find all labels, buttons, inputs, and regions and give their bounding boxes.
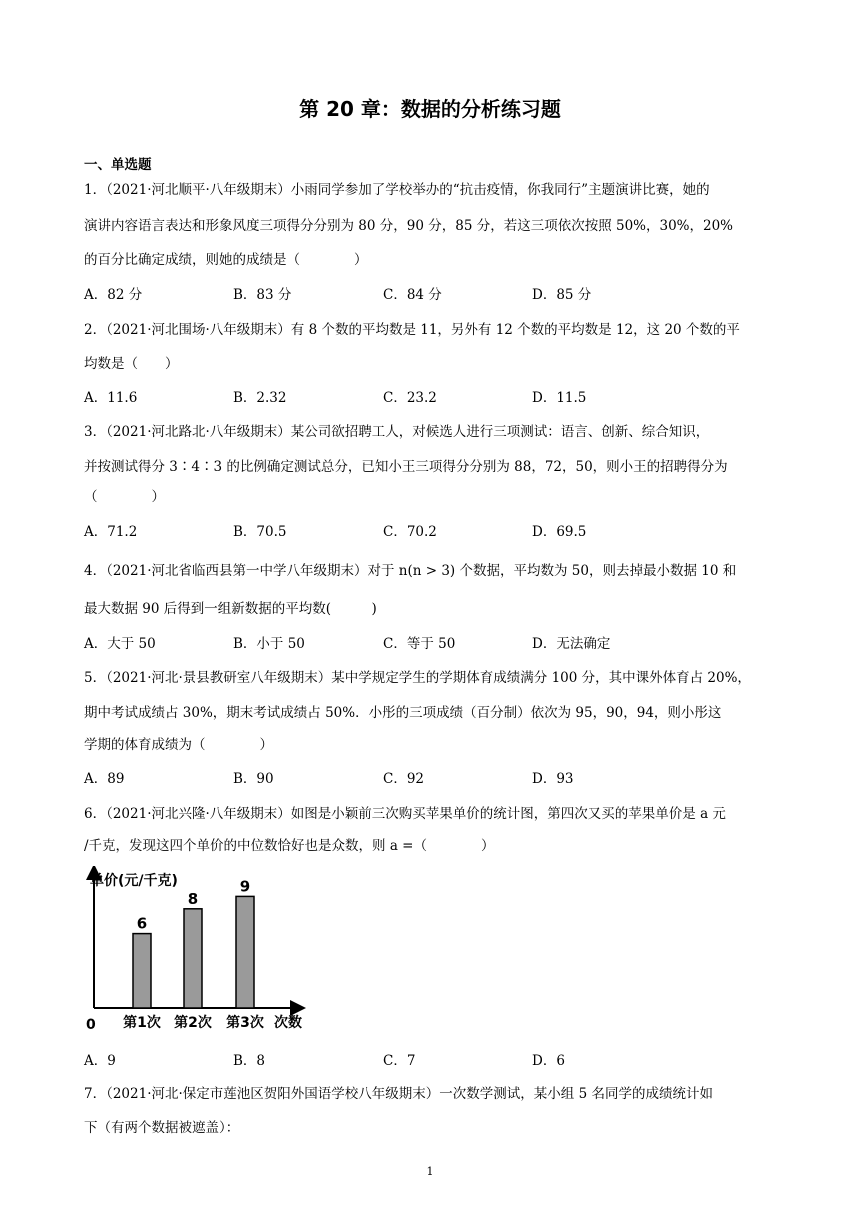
- q1-line-2: 演讲内容语言表达和形象风度三项得分分别为 80 分，90 分，85 分，若这三项依次按照 50%，30%，20%: [84, 218, 734, 234]
- q4-option-c: C．等于 50: [383, 636, 456, 652]
- price-bar-chart: [80, 866, 340, 1038]
- q1-line-1: 1．（2021·河北顺平·八年级期末）小雨同学参加了学校举办的“抗击疫情，你我同行”主题演讲比赛，她的: [84, 182, 710, 198]
- q6-line-2: /千克，发现这四个单价的中位数恰好也是众数，则 a =（ ）: [84, 838, 495, 854]
- q5-option-d: D．93: [532, 771, 574, 787]
- q1-option-c: C．84 分: [383, 287, 442, 303]
- q1-option-b: B．83 分: [233, 287, 292, 303]
- q1-option-d: D．85 分: [532, 287, 592, 303]
- page-title: 第 20 章：数据的分析练习题: [299, 97, 561, 121]
- q3-option-c: C．70.2: [383, 524, 437, 540]
- bar-value-label-2: 8: [187, 889, 199, 908]
- q3-line-2: 并按测试得分 3∶4∶3 的比例确定测试总分，已知小王三项得分分别为 88，72，50，则小王的招聘得分为: [84, 459, 728, 475]
- q4-line-1: 4．（2021·河北省临西县第一中学八年级期末）对于 n(n > 3) 个数据，平均数为 50，则去掉最小数据 10 和: [84, 563, 737, 579]
- q3-option-d: D．69.5: [532, 524, 587, 540]
- bar-value-label-3: 9: [239, 877, 251, 896]
- q4-line-2: 最大数据 90 后得到一组新数据的平均数( ): [84, 601, 377, 617]
- q2-line-1: 2．（2021·河北围场·八年级期末）有 8 个数的平均数是 11，另外有 12 个数的平均数是 12，这 20 个数的平: [84, 322, 740, 338]
- q2-line-2: 均数是（ ）: [84, 356, 179, 372]
- q6-option-d: D．6: [532, 1053, 565, 1069]
- q4-option-b: B．小于 50: [233, 636, 305, 652]
- q3-line-1: 3．（2021·河北路北·八年级期末）某公司欲招聘工人，对候选人进行三项测试：语言、创新、综合知识，: [84, 424, 710, 440]
- bar-1: [133, 934, 151, 1008]
- q6-option-c: C．7: [383, 1053, 416, 1069]
- q7-line-2: 下（有两个数据被遮盖）：: [84, 1120, 240, 1136]
- q3-option-a: A．71.2: [84, 524, 138, 540]
- category-label-2: 第2次: [174, 1015, 212, 1031]
- q5-line-3: 学期的体育成绩为（ ）: [84, 737, 273, 753]
- q2-option-d: D．11.5: [532, 390, 587, 406]
- bar-2: [184, 909, 202, 1008]
- origin-label: 0: [86, 1017, 96, 1033]
- q2-option-b: B．2.32: [233, 390, 287, 406]
- q5-option-a: A．89: [84, 771, 125, 787]
- q4-option-d: D．无法确定: [532, 636, 611, 652]
- q6-option-a: A．9: [84, 1053, 116, 1069]
- q5-line-1: 5．（2021·河北·景县教研室八年级期末）某中学规定学生的学期体育成绩满分 100 分，其中课外体育占 20%，: [84, 670, 751, 686]
- section-heading: 一、单选题: [84, 157, 152, 173]
- page-number: 1: [426, 1165, 434, 1178]
- q1-line-3: 的百分比确定成绩，则她的成绩是（ ）: [84, 252, 368, 268]
- q5-line-2: 期中考试成绩占 30%，期末考试成绩占 50%．小彤的三项成绩（百分制）依次为 95，90，94，则小彤这: [84, 705, 722, 721]
- q4-option-a: A．大于 50: [84, 636, 156, 652]
- q5-option-c: C．92: [383, 771, 425, 787]
- q6-option-b: B．8: [233, 1053, 266, 1069]
- q3-option-b: B．70.5: [233, 524, 287, 540]
- category-label-3: 第3次: [226, 1015, 264, 1031]
- bar-value-label-1: 6: [136, 914, 148, 933]
- q1-option-a: A．82 分: [84, 287, 143, 303]
- y-axis-label: 单价(元/千克): [90, 873, 178, 889]
- x-axis-label: 次数: [274, 1015, 302, 1031]
- q3-line-3: （ ）: [84, 489, 165, 505]
- bar-3: [236, 896, 254, 1008]
- q2-option-c: C．23.2: [383, 390, 437, 406]
- q6-line-1: 6．（2021·河北兴隆·八年级期末）如图是小颖前三次购买苹果单价的统计图，第四次又买的苹果单价是 a 元: [84, 806, 726, 822]
- q2-option-a: A．11.6: [84, 390, 138, 406]
- category-label-1: 第1次: [123, 1015, 161, 1031]
- q7-line-1: 7．（2021·河北·保定市莲池区贺阳外国语学校八年级期末）一次数学测试，某小组 5 名同学的成绩统计如: [84, 1086, 713, 1102]
- q5-option-b: B．90: [233, 771, 274, 787]
